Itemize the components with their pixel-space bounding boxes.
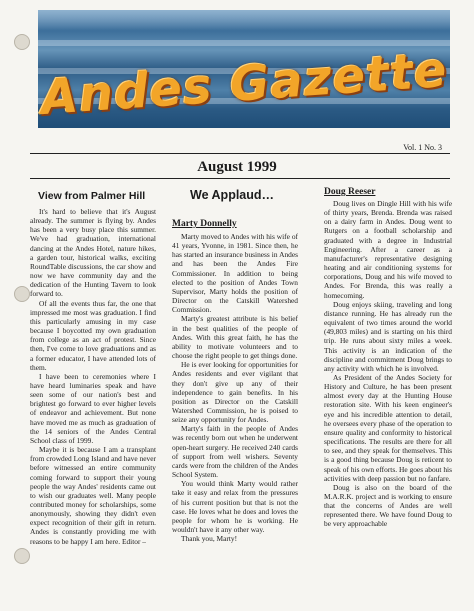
middle-paragraph: Marty moved to Andes with his wife of 41 years, Yvonne, in 1981. Since then, he has started an insurance business in Andes and has been the Andes Fire Commissioner. In addition to being elected to the position of Andes Town Supervisor, Marty holds the position of Director on the Catskill Watershed Commission. bbox=[172, 232, 298, 315]
right-paragraph: Doug is also on the board of the M.A.R.K. project and is working to ensure that the concerns of Andes are well represented there. We have found Doug to be very approachable bbox=[324, 482, 452, 529]
left-column bbox=[30, 207, 156, 546]
middle-paragraph: Marty's greatest attribute is his belief in the best qualities of the people of Andes. With this great faith, he has the ability to motivate volunteers and to choose the right people to get things done. bbox=[172, 314, 298, 361]
right-paragraph: As President of the Andes Society for History and Culture, he has been present almost every day at the Hunting House restoration site. With his keen engineer's eye and his incredible attention to detail, he oversees every phase of the operation to ensure quality and conformity to historical specifications. The results are there for all to see, and they speak for themselves. This is a good thing because Doug is reticent to speak of his own efforts. He goes about his activities with deep passion but no fanfare. bbox=[324, 372, 452, 483]
punch-hole-middle bbox=[14, 286, 30, 302]
bottom-rule bbox=[30, 178, 450, 179]
middle-paragraph: Marty's faith in the people of Andes was recently born out when he underwent open-heart surgery. He received 240 cards of support from well wishers. Seventy cards were from the children of the Andes School System. bbox=[172, 424, 298, 480]
right-column bbox=[324, 199, 452, 529]
left-heading: View from Palmer Hill bbox=[38, 190, 146, 202]
masthead-title: Andes Gazette bbox=[38, 41, 450, 127]
left-paragraph: Maybe it is because I am a transplant from crowded Long Island and have never before witnessed an entire community coming forward to support their young people the way Andes' residents came out to wish our graduates well. Many people contributed money for scholarships, some anonymously, showing they didn't even expect recognition of their gift in return. Andes is constantly providing me with reasons to be happy I am here. Editor – bbox=[30, 445, 156, 546]
middle-paragraph: You would think Marty would rather take it easy and relax from the pressures of his current position but that is not the case. He loves what he does and loves the people for whom he is working. He wouldn't have it any other way. bbox=[172, 479, 298, 534]
middle-column bbox=[172, 232, 298, 543]
masthead-banner bbox=[38, 10, 450, 128]
punch-hole-top bbox=[14, 34, 30, 50]
top-rule bbox=[30, 153, 450, 154]
left-paragraph: Of all the events thus far, the one that impressed me most was graduation. I find this particularly amusing in my case because I boycotted my own graduation from college as an act of protest. Since then, I've come to love graduations and as a former educator, I have attended lots of them. bbox=[30, 298, 156, 372]
middle-paragraph: He is ever looking for opportunities for Andes residents and ever vigilant that they don't give up any of their independence to gain benefits. In his position as Director on the Catskill Watershed Commission, he is poised to seize any opportunity for Andes. bbox=[172, 360, 298, 425]
issue-date: August 1999 bbox=[197, 159, 277, 175]
punch-hole-bottom bbox=[14, 548, 30, 564]
volume-issue: Vol. 1 No. 3 bbox=[403, 143, 442, 152]
middle-heading: We Applaud… bbox=[190, 188, 275, 202]
middle-subheading: Marty Donnelly bbox=[172, 219, 237, 229]
banner-sky bbox=[38, 10, 450, 30]
left-paragraph: It's hard to believe that it's August already. The summer is flying by. Andes has been a very busy place this summer. We've had graduation, international dancing at the Andes Hotel, nature hikes, a garden tour, historical walks, exciting RoundTable discussions, the car show and now we have community day and the dedication of the Hunting Tavern to look forward to. bbox=[30, 207, 156, 299]
left-paragraph: I have been to ceremonies where I have heard luminaries speak and have seen some of our nation's best and brightest go forward to ever higher levels of endeavor and achievement. But none have moved me as much as graduation of the 14 seniors of the Andes Central School class of 1999. bbox=[30, 371, 156, 445]
middle-paragraph: Thank you, Marty! bbox=[181, 534, 238, 544]
right-paragraph: Doug lives on Dingle Hill with his wife of thirty years, Brenda. Brenda was raised on a dairy farm in Andes. Doug went to Rutgers on a football scholarship and graduated with a degree in Industrial Engineering. After a career as a manufacturer's representative designing heating and air conditioning systems for corporations, Doug and his wife moved to Andes. For Brenda, this was really a homecoming. bbox=[324, 199, 452, 300]
right-paragraph: Doug enjoys skiing, traveling and long distance running. He has already run the equivalent of two times around the world (49,803 miles) and is starting on his third trip. He runs about sixty miles a week. This activity is an indication of the discipline and commitment Doug brings to any activity with which he is involved. bbox=[324, 299, 452, 373]
right-subheading: Doug Reeser bbox=[324, 187, 376, 197]
